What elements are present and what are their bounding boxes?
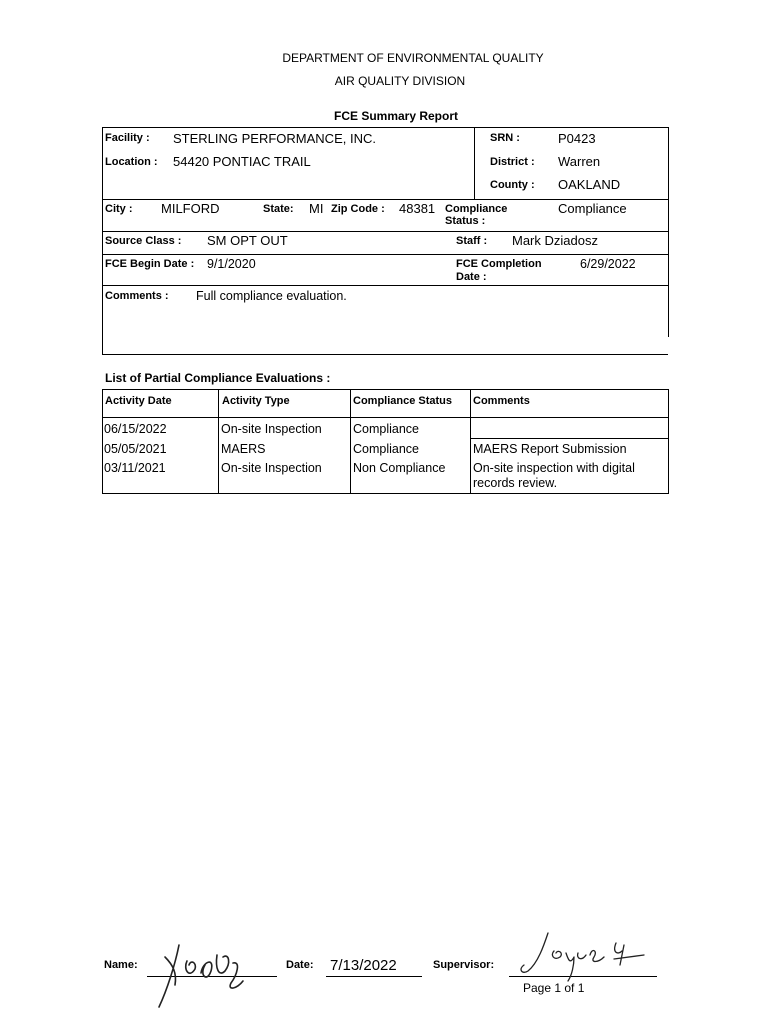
row1-comment-border (470, 438, 668, 439)
pce-col-border-2 (350, 389, 351, 494)
row3-status: Non Compliance (353, 461, 446, 475)
comments-value: Full compliance evaluation. (196, 289, 347, 303)
county-value: OAKLAND (558, 177, 621, 192)
fce-completion-value: 6/29/2022 (580, 257, 636, 271)
zip-value: 48381 (399, 201, 436, 216)
summary-left-border (102, 127, 103, 355)
row-divider-city (102, 199, 668, 200)
signed-date: 7/13/2022 (330, 957, 397, 974)
pce-header-divider (102, 417, 668, 418)
pce-top-border (102, 389, 668, 390)
row3-type: On-site Inspection (221, 461, 322, 475)
col-header-activity-type: Activity Type (222, 395, 290, 407)
name-signature (145, 935, 275, 1015)
city-label: City : (105, 203, 133, 215)
zip-label: Zip Code : (331, 203, 385, 215)
county-label: County : (490, 179, 535, 191)
summary-right-border (668, 127, 669, 337)
fce-completion-label: FCE Completion (456, 258, 542, 270)
row3-comment-line2: records review. (473, 476, 558, 490)
srn-value: P0423 (558, 131, 596, 146)
compliance-status-label-2: Status : (445, 215, 486, 227)
facility-label: Facility : (105, 132, 150, 144)
row-divider-fce (102, 254, 668, 255)
name-label: Name: (104, 959, 138, 971)
state-label: State: (263, 203, 294, 215)
pce-title: List of Partial Compliance Evaluations : (105, 371, 331, 385)
col-header-activity-date: Activity Date (105, 395, 172, 407)
row1-type: On-site Inspection (221, 422, 322, 436)
source-class-label: Source Class : (105, 235, 182, 247)
location-value: 54420 PONTIAC TRAIL (173, 154, 311, 169)
fce-begin-value: 9/1/2020 (207, 257, 256, 271)
date-label: Date: (286, 959, 314, 971)
row2-status: Compliance (353, 442, 420, 456)
page-number: Page 1 of 1 (523, 981, 585, 995)
date-line (326, 976, 422, 977)
district-label: District : (490, 156, 535, 168)
state-value: MI (309, 201, 324, 216)
pce-col-border-1 (218, 389, 219, 494)
compliance-status-value: Compliance (558, 201, 627, 216)
col-header-compliance-status: Compliance Status (353, 395, 453, 407)
srn-column-divider (474, 127, 475, 199)
row-divider-comments (102, 285, 668, 286)
facility-value: STERLING PERFORMANCE, INC. (173, 131, 376, 146)
report-title: FCE Summary Report (333, 109, 459, 123)
row3-date: 03/11/2021 (104, 461, 166, 475)
city-value: MILFORD (161, 201, 220, 216)
col-header-comments: Comments (473, 395, 530, 407)
fce-completion-label-2: Date : (456, 271, 487, 283)
source-class-value: SM OPT OUT (207, 233, 288, 248)
fce-begin-label: FCE Begin Date : (105, 258, 195, 270)
row2-date: 05/05/2021 (104, 442, 167, 456)
pce-col-border-0 (102, 389, 103, 494)
supervisor-label: Supervisor: (433, 959, 495, 971)
pce-col-border-3 (470, 389, 471, 494)
staff-value: Mark Dziadosz (512, 233, 598, 248)
location-label: Location : (105, 156, 158, 168)
pce-bottom-border (102, 493, 668, 494)
row1-status: Compliance (353, 422, 420, 436)
summary-top-border (102, 127, 668, 128)
row3-comment: On-site inspection with digital (473, 461, 635, 475)
staff-label: Staff : (456, 235, 488, 247)
division-heading: AIR QUALITY DIVISION (334, 74, 466, 88)
row1-date: 06/15/2022 (104, 422, 167, 436)
row-divider-source (102, 231, 668, 232)
district-value: Warren (558, 154, 601, 169)
compliance-status-label: Compliance (445, 203, 508, 215)
pce-col-border-4 (668, 389, 669, 494)
supervisor-signature (508, 925, 658, 985)
row2-comment: MAERS Report Submission (473, 442, 627, 456)
comments-label: Comments : (105, 290, 169, 302)
row2-type: MAERS (221, 442, 266, 456)
department-heading: DEPARTMENT OF ENVIRONMENTAL QUALITY (282, 51, 544, 65)
summary-bottom-border (102, 354, 668, 355)
srn-label: SRN : (490, 132, 520, 144)
